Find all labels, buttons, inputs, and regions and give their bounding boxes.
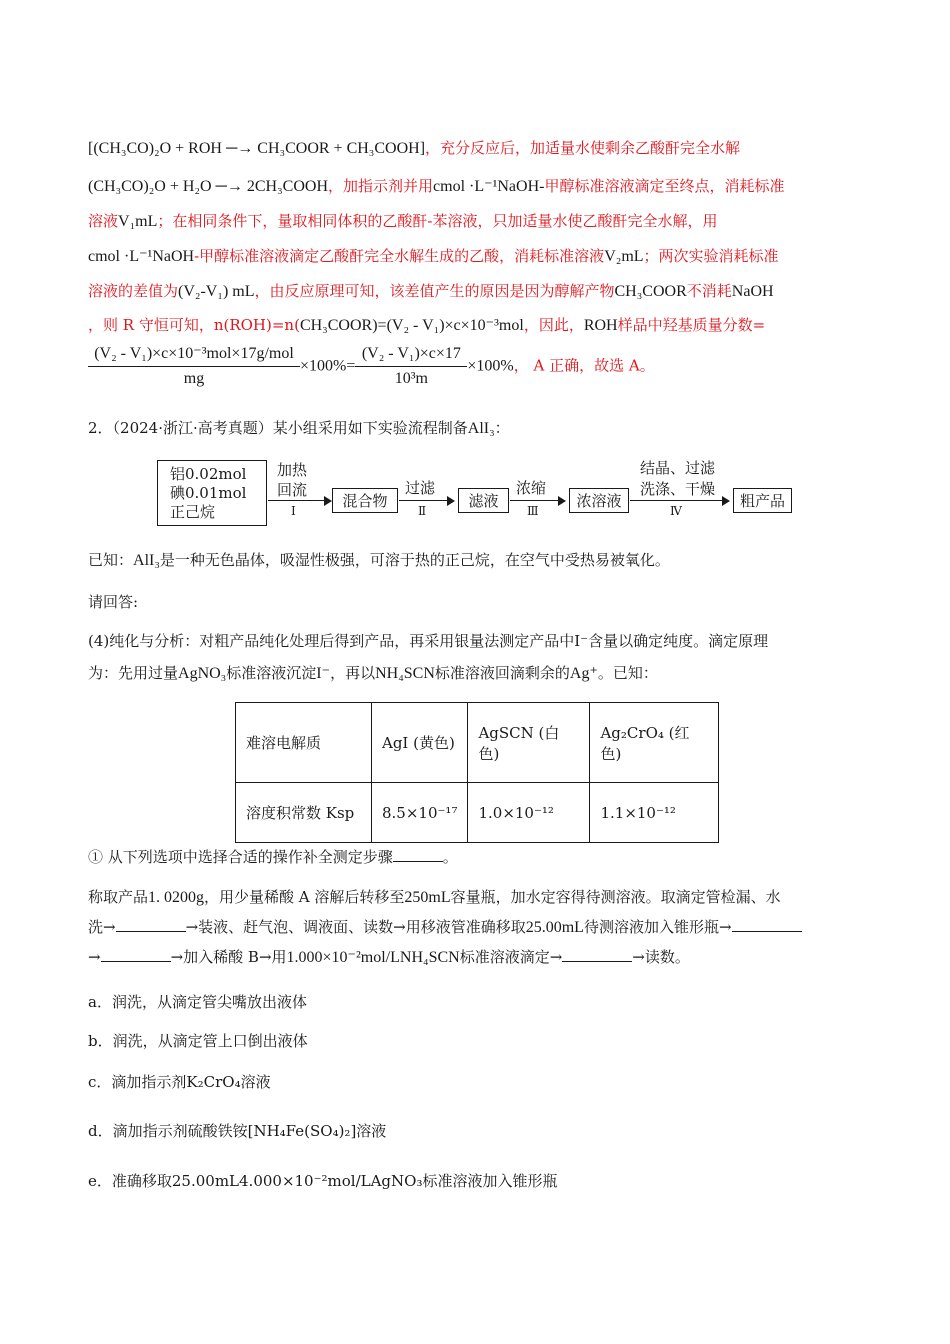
- sub-question-1: [88, 846, 458, 868]
- product-formula: CH₃COOR: [299, 317, 373, 334]
- solution-text: 溶液的差值为: [88, 282, 179, 300]
- procedure-text: 容量瓶，加水定容得待测溶液。取滴定管检漏、水: [450, 888, 781, 906]
- solution-text: ；在相同条件下，量取相同体积的乙酸酐-苯溶液，只加适量水使乙酸酐完全水解，用: [157, 212, 718, 230]
- procedure-text: →: [88, 948, 101, 966]
- option-d: d．滴加指示剂硫酸铁铵[NH₄Fe(SO₄)₂]溶液: [88, 1122, 387, 1140]
- volume-v1: V₁mL: [118, 213, 158, 230]
- solution-text: 甲醇标准溶液滴定至终点，消耗标准: [544, 177, 785, 195]
- flow-box-crude: 粗产品: [733, 488, 792, 513]
- step3-label: 浓缩: [516, 479, 547, 497]
- question-text: ：: [494, 419, 510, 437]
- step3-arrow: [510, 500, 564, 501]
- solution-line-6: [88, 314, 765, 337]
- procedure-line-2: [88, 916, 802, 939]
- solution-text: 不消耗: [686, 282, 732, 300]
- agno3-formula: AgNO₃: [178, 665, 227, 682]
- answer-blank[interactable]: [101, 947, 171, 962]
- solution-line-7: [88, 344, 655, 389]
- step2-arrow: [399, 500, 453, 501]
- solution-line-1: [88, 137, 740, 160]
- flow-start-line: 碘0.01mol: [170, 483, 247, 502]
- nh4scn-formula: NH₄SCN: [375, 665, 435, 682]
- ali3-formula: AlI₃: [133, 552, 160, 569]
- fraction-denominator: 10³m: [394, 370, 428, 387]
- concentration: cmol ·L⁻¹NaOH: [88, 248, 195, 265]
- procedure-text: 称取产品: [88, 888, 149, 906]
- answer-blank[interactable]: [393, 847, 443, 862]
- fraction-numerator: (V₂ - V₁)×c×17: [355, 344, 467, 367]
- answer-blank[interactable]: [116, 917, 186, 932]
- step1-label: 加热: [277, 461, 308, 479]
- table-cell: 8.5×10⁻¹⁷: [372, 783, 468, 843]
- volume-difference: (V₂-V₁) mL: [178, 283, 255, 300]
- fraction-denominator: mg: [183, 370, 205, 387]
- option-b: b．润洗，从滴定管上口倒出液体: [88, 1032, 308, 1050]
- procedure-line-3: [88, 946, 690, 969]
- step3-number: Ⅲ: [527, 504, 539, 518]
- question-intro: [88, 417, 510, 440]
- volume-v2: V₂mL: [604, 248, 644, 265]
- table-header: AgSCN (白色): [468, 703, 590, 783]
- option-a: a．润洗，从滴定管尖嘴放出液体: [88, 993, 307, 1011]
- solution-line-2: [88, 175, 784, 198]
- procedure-text: ，用少量稀酸 A 溶解后转移至: [204, 888, 405, 906]
- part4-text: 。已知：: [597, 664, 658, 682]
- solution-text: ，因此，: [523, 316, 584, 334]
- step1-arrow: [268, 500, 330, 501]
- part4-line-1: (4)纯化与分析：对粗产品纯化处理后得到产品，再采用银量法测定产品中I⁻含量以确定纯度。滴定原理: [88, 632, 769, 650]
- solution-text: ，则 R 守恒可知，n(ROH)=n(: [88, 316, 300, 334]
- titrant-concentration: 1.000×10⁻²mol/LNH₄SCN: [286, 949, 460, 966]
- part4-text: 标准溶液回滴剩余的: [434, 664, 570, 682]
- procedure-text: 待测溶液加入锥形瓶→: [583, 918, 732, 936]
- answer-text: ， A 正确，故选 A。: [513, 356, 655, 375]
- answer-blank[interactable]: [562, 947, 632, 962]
- sub-question-text: ① 从下列选项中选择合适的操作补全测定步骤: [88, 848, 393, 866]
- option-c: c．滴加指示剂K₂CrO₄溶液: [88, 1073, 271, 1091]
- volume-value: 25.00mL: [525, 919, 584, 936]
- naoh-formula: NaOH: [731, 283, 774, 300]
- step2-number: Ⅱ: [418, 504, 427, 518]
- flow-box-mixture: 混合物: [332, 488, 398, 513]
- solution-text: 样品中羟基质量分数=: [617, 316, 766, 334]
- flow-start-line: 正己烷: [170, 502, 216, 521]
- procedure-text: 标准溶液滴定→: [459, 948, 563, 966]
- percent: ×100%: [467, 357, 514, 375]
- procedure-text: →装液、赶气泡、调液面、读数→用移液管准确移取: [185, 918, 526, 936]
- table-row-label: 溶度积常数 Ksp: [236, 783, 372, 843]
- ali3-formula: AlI₃: [467, 420, 495, 437]
- ksp-table: [235, 702, 719, 843]
- table-cell: 1.0×10⁻¹²: [468, 783, 590, 843]
- solution-text: 溶液: [88, 212, 119, 230]
- reaction-formula-1: [(CH₃CO)₂O + ROH ─→ CH₃COOR + CH₃COOH]: [88, 140, 426, 157]
- flow-box-concentrate: 浓溶液: [569, 488, 629, 513]
- solution-line-3: [88, 210, 717, 233]
- step2-label: 过滤: [405, 479, 436, 497]
- table-header: AgI (黄色): [372, 703, 468, 783]
- fraction-1: [88, 344, 300, 389]
- step4-label: 结晶、过滤: [640, 459, 716, 477]
- procedure-line-1: [88, 886, 781, 909]
- answer-blank[interactable]: [732, 917, 802, 932]
- solution-line-4: [88, 245, 779, 268]
- question-text: 2．（2024·浙江·高考真题）某小组采用如下实验流程制备: [88, 419, 468, 437]
- reaction-formula-2: (CH₃CO)₂O + H₂O ─→ 2CH₃COOH: [88, 178, 329, 195]
- silver-ion: Ag⁺: [569, 665, 598, 682]
- solution-text: ，由反应原理可知，该差值产生的原因是因为醇解产物: [254, 282, 615, 300]
- step4-label: 洗涤、干燥: [640, 480, 716, 498]
- flow-start-line: 铝0.02mol: [170, 464, 247, 483]
- table-header: Ag₂CrO₄ (红色): [590, 703, 719, 783]
- percent-equals: ×100%=: [300, 357, 356, 375]
- procedure-text: 洗→: [88, 918, 116, 936]
- part4-line-2: [88, 662, 658, 685]
- table-header: 难溶电解质: [236, 703, 372, 783]
- please-answer: 请回答:: [88, 593, 139, 611]
- part4-text: 标准溶液沉淀: [226, 664, 317, 682]
- mass-value: 1. 0200g: [148, 889, 205, 906]
- volume-value: 250mL: [404, 889, 451, 906]
- procedure-text: →读数。: [632, 948, 690, 966]
- procedure-text: →加入稀酸 B→用: [170, 948, 287, 966]
- sub-question-text: 。: [442, 848, 458, 866]
- solution-line-5: [88, 280, 774, 303]
- concentration: cmol ·L⁻¹NaOH-: [433, 178, 545, 195]
- known-label: 已知：: [88, 551, 134, 569]
- iodide-ion: I⁻: [316, 665, 331, 682]
- step4-number: Ⅳ: [670, 504, 682, 518]
- known-line: [88, 549, 670, 572]
- step4-arrow: [630, 500, 728, 501]
- part4-text: ，再以: [330, 664, 376, 682]
- product-formula: CH₃COOR: [614, 283, 687, 300]
- solution-text: ，加指示剂并用: [328, 177, 434, 195]
- moles-equation: )=(V₂ - V₁)×c×10⁻³mol: [372, 317, 524, 334]
- flow-box-filtrate: 滤液: [458, 488, 509, 513]
- part4-text: 为：先用过量: [88, 664, 179, 682]
- table-cell: 1.1×10⁻¹²: [590, 783, 719, 843]
- solution-text: ，充分反应后，加适量水使剩余乙酸酐完全水解: [425, 139, 741, 157]
- solution-text: ；两次实验消耗标准: [643, 247, 779, 265]
- roh-formula: ROH: [583, 317, 618, 334]
- step1-label: 回流: [277, 481, 308, 499]
- step1-number: Ⅰ: [291, 504, 296, 518]
- flow-start-box: [157, 460, 267, 526]
- solution-text: -甲醇标准溶液滴定乙酸酐完全水解生成的乙酸，消耗标准溶液: [194, 247, 605, 265]
- fraction-numerator: (V₂ - V₁)×c×10⁻³mol×17g/mol: [88, 344, 300, 367]
- option-e: e．准确移取25.00mL4.000×10⁻²mol/LAgNO₃标准溶液加入锥形瓶: [88, 1172, 558, 1190]
- known-text: 是一种无色晶体，吸湿性极强，可溶于热的正己烷，在空气中受热易被氧化。: [159, 551, 670, 569]
- fraction-2: [355, 344, 467, 389]
